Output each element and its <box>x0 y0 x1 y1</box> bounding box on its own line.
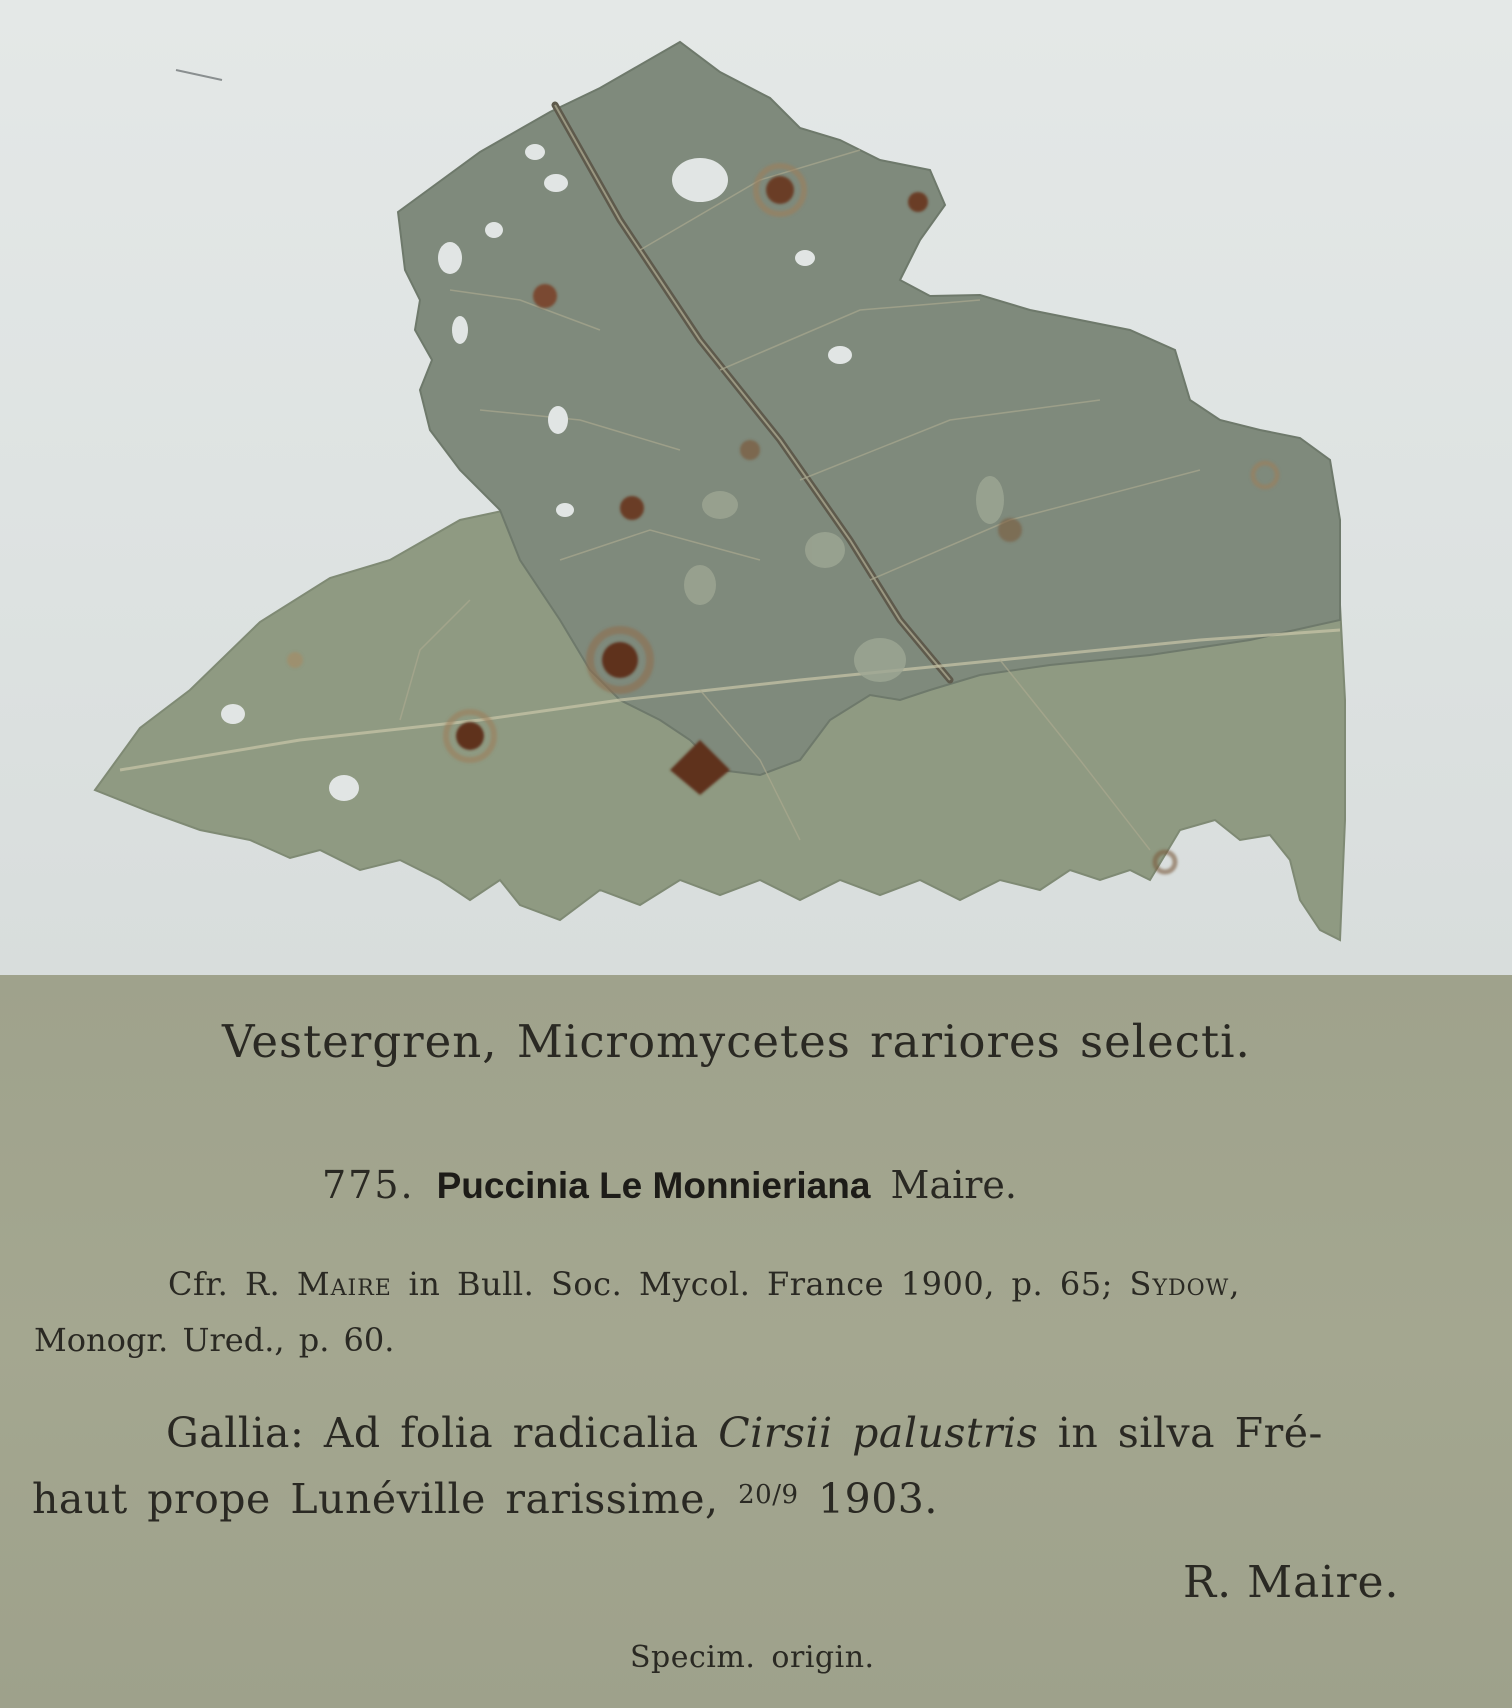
reference-citation: in Bull. Soc. Mycol. France 1900, p. 65; <box>408 1265 1113 1303</box>
herbarium-label <box>0 975 1512 1708</box>
locality-text: haut prope Lunéville rarissime, <box>32 1475 719 1523</box>
collection-date: 20/9 <box>738 1480 799 1510</box>
locality-line-2 <box>32 1475 938 1523</box>
species-name: Puccinia Le Monnieriana <box>436 1165 871 1206</box>
locality-prefix: Gallia: Ad folia radicalia <box>166 1409 699 1457</box>
reference-line-1 <box>168 1265 1240 1303</box>
species-heading <box>322 1163 1017 1207</box>
series-title: Vestergren, Micromycetes rariores selecti. <box>222 1015 1251 1068</box>
reference-author: Maire <box>296 1265 392 1303</box>
locality-line-1 <box>166 1409 1323 1457</box>
exsiccata-number: 775. <box>322 1163 415 1207</box>
reference-prefix: Cfr. R. <box>168 1265 281 1303</box>
specimen-note: Specim. origin. <box>630 1640 875 1675</box>
collector-name: R. Maire. <box>1183 1557 1400 1608</box>
species-author: Maire. <box>890 1163 1017 1207</box>
collection-year: 1903. <box>818 1475 938 1523</box>
locality-suffix: in silva Fré- <box>1057 1409 1323 1457</box>
host-plant: Cirsii palustris <box>718 1409 1039 1457</box>
reference-author-2: Sydow, <box>1129 1265 1241 1303</box>
reference-line-2: Monogr. Ured., p. 60. <box>34 1321 395 1359</box>
